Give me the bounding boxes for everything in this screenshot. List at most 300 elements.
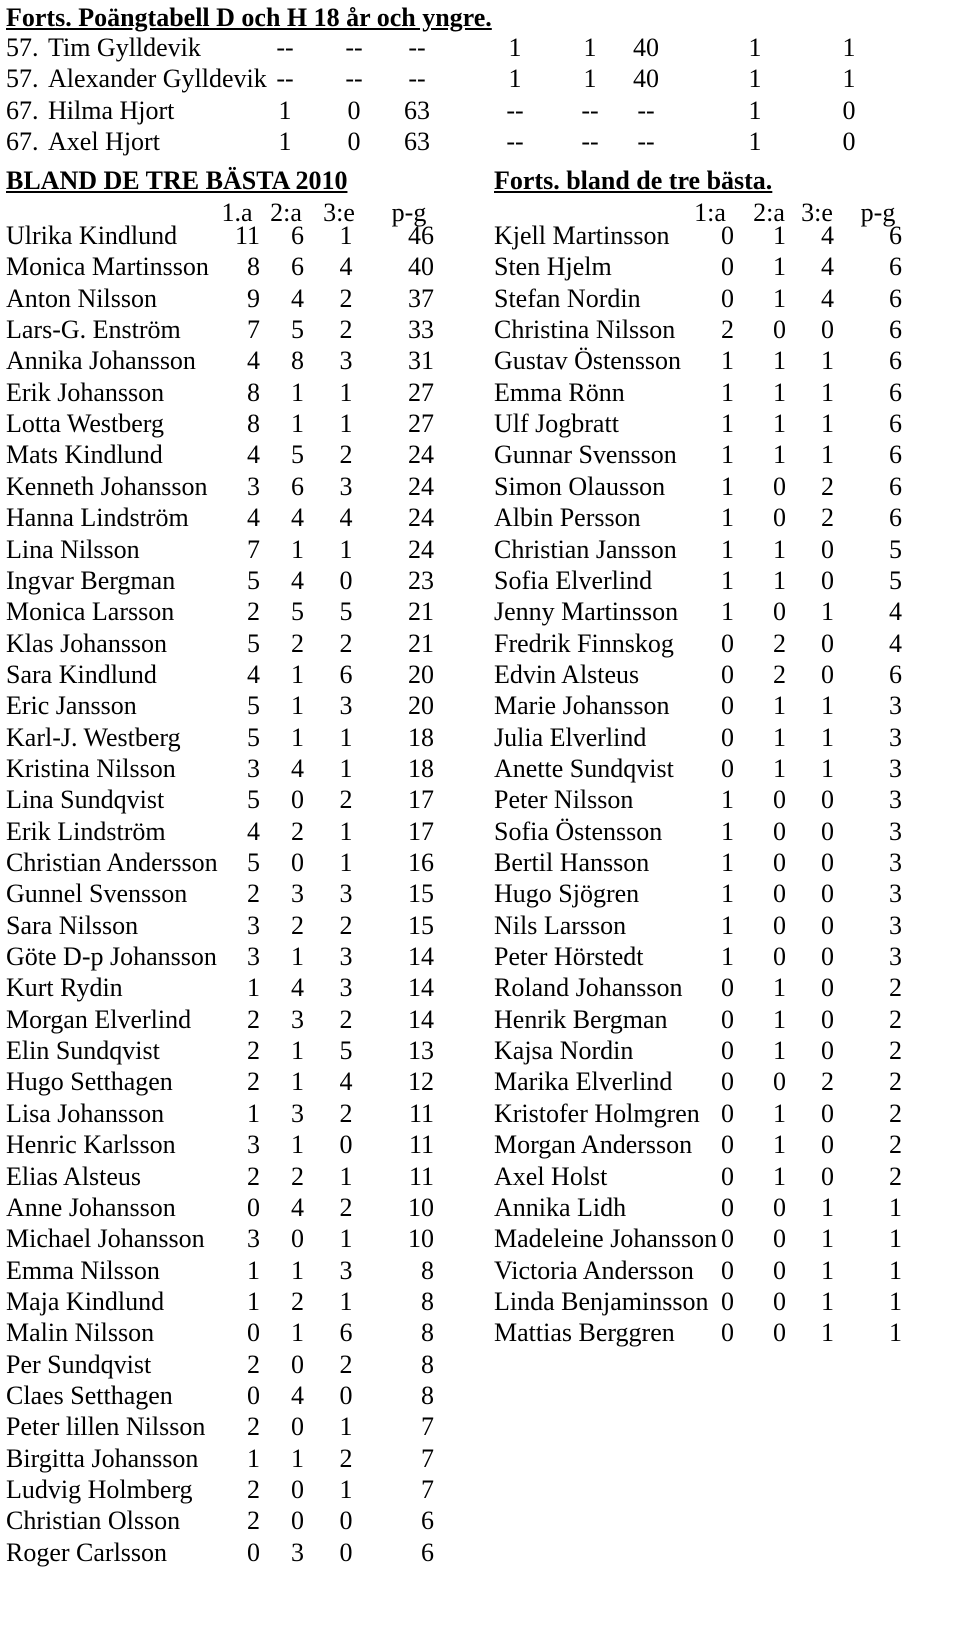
left-player-name: Ulrika Kindlund — [6, 221, 178, 250]
right-score-value: 0 — [821, 973, 834, 1003]
score-row — [0, 941, 960, 973]
right-section-title: Forts. bland de tre bästa. — [494, 166, 773, 195]
score-row — [0, 408, 960, 440]
left-score-value: 2 — [291, 1286, 304, 1316]
left-score-value: 1 — [339, 1161, 353, 1191]
right-score-value: 0 — [721, 1004, 734, 1034]
right-score-value: 2 — [821, 471, 834, 501]
left-score-value: 8 — [247, 409, 260, 439]
score-row — [0, 784, 960, 816]
left-player-name: Per Sundqvist — [6, 1349, 152, 1379]
right-player-name: Julia Elverlind — [494, 722, 647, 752]
right-player-name: Albin Persson — [494, 503, 641, 533]
right-score-value: 1 — [821, 597, 834, 627]
left-score-value: 3 — [339, 879, 353, 909]
left-player-name: Birgitta Johansson — [6, 1443, 199, 1473]
right-score-value: 1 — [889, 1192, 902, 1222]
right-player-name: Annika Lidh — [494, 1192, 627, 1222]
left-score-value: 1 — [339, 753, 353, 783]
left-player-name: Kurt Rydin — [6, 973, 123, 1003]
right-score-value: 0 — [773, 1192, 786, 1222]
right-score-value: 3 — [889, 910, 902, 940]
right-score-value: 2 — [721, 315, 734, 345]
left-score-value: 2 — [339, 283, 353, 313]
right-score-value: 6 — [889, 346, 902, 376]
left-score-value: 24 — [408, 503, 434, 533]
right-score-value: 0 — [721, 973, 734, 1003]
score-row — [0, 910, 960, 942]
left-player-name: Karl-J. Westberg — [6, 722, 181, 752]
left-score-value: 21 — [408, 597, 434, 627]
left-score-value: 4 — [291, 1380, 304, 1410]
score-row — [0, 1004, 960, 1036]
points-value: 40 — [633, 33, 659, 62]
right-score-value: 2 — [889, 1004, 902, 1034]
right-score-value: 2 — [889, 1161, 902, 1191]
right-player-name: Linda Benjaminsson — [494, 1286, 709, 1316]
left-column-header: 1.a — [221, 198, 253, 227]
left-score-value: 1 — [339, 534, 353, 564]
right-score-value: 1 — [721, 503, 734, 533]
right-score-value: 1 — [821, 1255, 834, 1285]
score-row — [0, 1411, 960, 1443]
right-score-value: 4 — [821, 283, 834, 313]
points-value: 1 — [842, 64, 856, 94]
left-score-value: 2 — [339, 628, 353, 658]
right-score-value: 0 — [773, 597, 786, 627]
left-player-name: Emma Nilsson — [6, 1255, 160, 1285]
left-score-value: 5 — [339, 597, 353, 627]
left-player-name: Lina Nilsson — [6, 534, 140, 564]
score-row — [0, 816, 960, 848]
left-score-value: 2 — [291, 1161, 304, 1191]
right-score-value: 1 — [773, 283, 786, 313]
left-score-value: 20 — [408, 691, 434, 721]
score-row — [0, 1192, 960, 1224]
right-score-value: 1 — [821, 753, 834, 783]
left-score-value: 4 — [291, 973, 304, 1003]
right-score-value: 0 — [773, 315, 786, 345]
left-player-name: Hugo Setthagen — [6, 1067, 173, 1097]
score-row — [0, 1380, 960, 1412]
left-score-value: 3 — [291, 879, 304, 909]
right-score-value: 3 — [889, 753, 902, 783]
points-value: -- — [637, 95, 655, 125]
right-score-value: 6 — [889, 315, 902, 345]
right-player-name: Gustav Östensson — [494, 346, 682, 376]
left-score-value: 1 — [339, 1475, 353, 1504]
left-score-value: 1 — [247, 973, 260, 1003]
right-score-value: 1 — [721, 565, 734, 595]
right-column-header: 3:e — [801, 198, 833, 227]
left-score-value: 2 — [247, 1349, 260, 1379]
right-score-value: 6 — [889, 471, 902, 501]
right-player-name: Hugo Sjögren — [494, 879, 640, 909]
right-score-value: 0 — [821, 879, 834, 909]
right-player-name: Gunnar Svensson — [494, 440, 677, 470]
left-column-header: 3:e — [323, 198, 355, 227]
left-score-value: 1 — [247, 1098, 260, 1128]
right-score-value: 1 — [721, 785, 734, 815]
right-player-name: Kjell Martinsson — [494, 221, 670, 250]
left-score-value: 17 — [408, 816, 434, 846]
score-row — [0, 377, 960, 409]
right-score-value: 2 — [773, 628, 786, 658]
points-value: 1 — [278, 95, 292, 125]
left-player-name: Erik Johansson — [6, 377, 165, 407]
left-player-name: Maja Kindlund — [6, 1286, 165, 1316]
right-score-value: 6 — [889, 221, 902, 250]
right-score-value: 0 — [821, 1130, 834, 1160]
points-name: Axel Hjort — [48, 127, 160, 157]
points-name: Alexander Gylldevik — [48, 64, 267, 94]
left-score-value: 1 — [247, 1443, 260, 1473]
right-score-value: 0 — [821, 628, 834, 658]
right-score-value: 0 — [721, 1067, 734, 1097]
right-score-value: 2 — [889, 1130, 902, 1160]
points-value: -- — [506, 95, 524, 125]
left-score-value: 4 — [339, 1067, 353, 1097]
score-row — [0, 1223, 960, 1255]
left-score-value: 8 — [247, 377, 260, 407]
points-value: 1 — [583, 33, 597, 62]
left-score-value: 12 — [408, 1067, 434, 1097]
left-player-name: Hanna Lindström — [6, 503, 189, 533]
score-row — [0, 1317, 960, 1349]
right-score-value: 1 — [721, 910, 734, 940]
right-score-value: 0 — [773, 910, 786, 940]
points-value: -- — [506, 127, 524, 157]
left-player-name: Mats Kindlund — [6, 440, 163, 470]
left-score-value: 1 — [339, 221, 353, 250]
left-score-value: 5 — [291, 440, 304, 470]
left-score-value: 4 — [247, 346, 260, 376]
right-score-value: 0 — [721, 628, 734, 658]
right-score-value: 1 — [773, 973, 786, 1003]
right-score-value: 2 — [821, 503, 834, 533]
left-score-value: 11 — [408, 1161, 434, 1191]
right-score-value: 1 — [773, 753, 786, 783]
left-score-value: 1 — [339, 1224, 353, 1254]
points-value: 0 — [347, 127, 361, 157]
left-score-value: 2 — [291, 910, 304, 940]
left-score-value: 21 — [408, 628, 434, 658]
left-player-name: Göte D-p Johansson — [6, 942, 217, 972]
points-value: 1 — [842, 33, 856, 62]
right-score-value: 1 — [721, 440, 734, 470]
right-score-value: 1 — [821, 1318, 834, 1348]
right-score-value: 0 — [773, 879, 786, 909]
points-value: 1 — [508, 64, 522, 94]
right-score-value: 1 — [821, 440, 834, 470]
score-row — [0, 251, 960, 283]
left-score-value: 31 — [408, 346, 434, 376]
points-row — [0, 32, 960, 64]
points-value: -- — [276, 33, 294, 62]
right-player-name: Bertil Hansson — [494, 848, 650, 877]
right-player-name: Emma Rönn — [494, 377, 625, 407]
left-score-value: 6 — [291, 221, 304, 250]
left-score-value: 11 — [408, 1098, 434, 1128]
score-row — [0, 1349, 960, 1381]
right-score-value: 1 — [821, 722, 834, 752]
left-score-value: 1 — [339, 377, 353, 407]
right-score-value: 3 — [889, 785, 902, 815]
left-score-value: 14 — [408, 1004, 434, 1034]
right-score-value: 0 — [821, 942, 834, 972]
right-score-value: 0 — [721, 1318, 734, 1348]
right-player-name: Victoria Andersson — [494, 1255, 694, 1285]
left-score-value: 11 — [408, 1130, 434, 1160]
left-player-name: Peter lillen Nilsson — [6, 1412, 206, 1442]
right-score-value: 2 — [889, 1036, 902, 1066]
left-score-value: 1 — [339, 1412, 353, 1442]
right-score-value: 3 — [889, 848, 902, 877]
left-player-name: Monica Martinsson — [6, 252, 209, 282]
right-score-value: 0 — [821, 534, 834, 564]
left-score-value: 3 — [247, 1130, 260, 1160]
left-section-title: BLAND DE TRE BÄSTA 2010 — [6, 166, 348, 195]
right-score-value: 4 — [889, 597, 902, 627]
score-row — [0, 1286, 960, 1318]
left-player-name: Kenneth Johansson — [6, 471, 208, 501]
right-score-value: 6 — [889, 440, 902, 470]
score-row — [0, 471, 960, 503]
right-score-value: 4 — [821, 221, 834, 250]
left-score-value: 3 — [247, 471, 260, 501]
left-score-value: 1 — [339, 1286, 353, 1316]
left-player-name: Annika Johansson — [6, 346, 196, 376]
right-player-name: Madeleine Johansson — [494, 1224, 718, 1254]
left-score-value: 0 — [291, 1349, 304, 1379]
left-score-value: 2 — [247, 1161, 260, 1191]
points-value: -- — [581, 95, 599, 125]
right-score-value: 6 — [889, 377, 902, 407]
section-titles-line — [0, 165, 960, 197]
left-score-value: 5 — [291, 597, 304, 627]
right-score-value: 1 — [821, 1192, 834, 1222]
points-row — [0, 63, 960, 95]
right-player-name: Edvin Alsteus — [494, 659, 640, 689]
left-score-value: 2 — [247, 879, 260, 909]
score-row — [0, 345, 960, 377]
left-score-value: 3 — [291, 1004, 304, 1034]
left-player-name: Lars-G. Enström — [6, 315, 181, 345]
left-score-value: 1 — [291, 1067, 304, 1097]
right-score-value: 2 — [889, 1067, 902, 1097]
left-score-value: 4 — [247, 659, 260, 689]
left-score-value: 1 — [291, 942, 304, 972]
right-score-value: 0 — [773, 1255, 786, 1285]
left-score-value: 8 — [421, 1349, 434, 1379]
left-score-value: 2 — [247, 1067, 260, 1097]
right-score-value: 0 — [821, 1098, 834, 1128]
points-value: -- — [581, 127, 599, 157]
left-score-value: 20 — [408, 659, 434, 689]
left-score-value: 8 — [421, 1255, 434, 1285]
right-score-value: 1 — [721, 879, 734, 909]
left-score-value: 4 — [247, 503, 260, 533]
left-score-value: 4 — [291, 1192, 304, 1222]
score-row — [0, 1505, 960, 1537]
left-player-name: Ludvig Holmberg — [6, 1475, 193, 1504]
right-score-value: 1 — [773, 691, 786, 721]
right-score-value: 0 — [721, 1161, 734, 1191]
right-score-value: 1 — [821, 1286, 834, 1316]
right-score-value: 3 — [889, 816, 902, 846]
left-player-name: Christian Olsson — [6, 1506, 181, 1536]
left-score-value: 3 — [339, 973, 353, 1003]
right-score-value: 1 — [721, 346, 734, 376]
left-player-name: Elias Alsteus — [6, 1161, 142, 1191]
points-value: -- — [345, 33, 363, 62]
left-score-value: 1 — [291, 1318, 304, 1348]
right-score-value: 0 — [721, 252, 734, 282]
right-score-value: 3 — [889, 942, 902, 972]
points-value: 63 — [404, 95, 430, 125]
left-score-value: 0 — [339, 1130, 353, 1160]
left-score-value: 2 — [291, 816, 304, 846]
left-score-value: 3 — [247, 942, 260, 972]
points-value: 1 — [583, 64, 597, 94]
points-value: 0 — [347, 95, 361, 125]
right-score-value: 1 — [773, 1161, 786, 1191]
score-row — [0, 972, 960, 1004]
score-row — [0, 1443, 960, 1475]
left-player-name: Christian Andersson — [6, 848, 218, 877]
left-player-name: Gunnel Svensson — [6, 879, 188, 909]
left-score-value: 0 — [291, 1506, 304, 1536]
left-score-value: 1 — [291, 691, 304, 721]
left-player-name: Kristina Nilsson — [6, 753, 176, 783]
right-score-value: 6 — [889, 252, 902, 282]
right-score-value: 1 — [889, 1318, 902, 1348]
left-score-value: 4 — [339, 252, 353, 282]
score-row — [0, 1035, 960, 1067]
left-score-value: 14 — [408, 942, 434, 972]
right-column-header: p-g — [860, 198, 896, 227]
points-value: 40 — [633, 64, 659, 94]
left-score-value: 24 — [408, 471, 434, 501]
right-score-value: 0 — [721, 722, 734, 752]
left-player-name: Henric Karlsson — [6, 1130, 176, 1160]
right-score-value: 6 — [889, 409, 902, 439]
left-score-value: 2 — [247, 1412, 260, 1442]
left-score-value: 4 — [247, 440, 260, 470]
left-score-value: 15 — [408, 910, 434, 940]
left-score-value: 4 — [247, 816, 260, 846]
left-score-value: 0 — [339, 1537, 353, 1567]
left-score-value: 24 — [408, 440, 434, 470]
score-row — [0, 439, 960, 471]
left-score-value: 0 — [247, 1318, 260, 1348]
left-score-value: 2 — [339, 1443, 353, 1473]
right-score-value: 0 — [821, 659, 834, 689]
right-score-value: 1 — [721, 942, 734, 972]
score-row — [0, 565, 960, 597]
right-player-name: Axel Holst — [494, 1161, 608, 1191]
score-row — [0, 753, 960, 785]
left-score-value: 2 — [339, 785, 353, 815]
right-score-value: 0 — [721, 1255, 734, 1285]
left-player-name: Lotta Westberg — [6, 409, 164, 439]
left-score-value: 3 — [339, 346, 353, 376]
right-score-value: 0 — [721, 1192, 734, 1222]
right-player-name: Nils Larsson — [494, 910, 627, 940]
right-score-value: 1 — [773, 409, 786, 439]
left-score-value: 3 — [339, 1255, 353, 1285]
left-score-value: 0 — [247, 1380, 260, 1410]
left-score-value: 0 — [291, 1475, 304, 1504]
right-player-name: Sofia Östensson — [494, 816, 663, 846]
score-row — [0, 1066, 960, 1098]
right-player-name: Simon Olausson — [494, 471, 666, 501]
left-score-value: 2 — [247, 1036, 260, 1066]
right-player-name: Anette Sundqvist — [494, 753, 674, 783]
points-value: 1 — [508, 33, 522, 62]
left-score-value: 1 — [291, 1255, 304, 1285]
score-row — [0, 220, 960, 252]
right-score-value: 1 — [889, 1286, 902, 1316]
left-score-value: 3 — [247, 910, 260, 940]
left-score-value: 2 — [339, 1349, 353, 1379]
left-player-name: Erik Lindström — [6, 816, 166, 846]
left-score-value: 7 — [247, 315, 260, 345]
left-score-value: 37 — [408, 283, 434, 313]
score-row — [0, 314, 960, 346]
left-score-value: 7 — [421, 1475, 434, 1504]
right-score-value: 1 — [721, 377, 734, 407]
right-score-value: 0 — [721, 221, 734, 250]
left-player-name: Sara Nilsson — [6, 910, 139, 940]
right-score-value: 2 — [889, 973, 902, 1003]
score-row — [0, 690, 960, 722]
left-score-value: 3 — [291, 1098, 304, 1128]
left-score-value: 2 — [339, 1192, 353, 1222]
right-player-name: Jenny Martinsson — [494, 597, 679, 627]
left-score-value: 1 — [339, 409, 353, 439]
right-score-value: 1 — [889, 1224, 902, 1254]
right-player-name: Kristofer Holmgren — [494, 1098, 700, 1128]
right-player-name: Christian Jansson — [494, 534, 677, 564]
left-player-name: Anne Johansson — [6, 1192, 176, 1222]
score-row — [0, 659, 960, 691]
score-row — [0, 502, 960, 534]
right-score-value: 0 — [721, 1224, 734, 1254]
left-score-value: 23 — [408, 565, 434, 595]
right-score-value: 0 — [773, 1318, 786, 1348]
right-score-value: 5 — [889, 534, 902, 564]
left-score-value: 4 — [291, 565, 304, 595]
right-score-value: 0 — [773, 785, 786, 815]
right-score-value: 0 — [721, 1098, 734, 1128]
right-score-value: 1 — [821, 377, 834, 407]
left-score-value: 2 — [247, 1004, 260, 1034]
right-player-name: Peter Nilsson — [494, 785, 634, 815]
right-score-value: 1 — [721, 471, 734, 501]
right-score-value: 1 — [773, 722, 786, 752]
right-score-value: 2 — [773, 659, 786, 689]
left-player-name: Morgan Elverlind — [6, 1004, 192, 1034]
right-player-name: Peter Hörstedt — [494, 942, 644, 972]
right-score-value: 0 — [821, 315, 834, 345]
right-score-value: 2 — [889, 1098, 902, 1128]
score-row — [0, 878, 960, 910]
left-score-value: 6 — [291, 471, 304, 501]
left-score-value: 2 — [247, 597, 260, 627]
left-score-value: 4 — [339, 503, 353, 533]
right-score-value: 1 — [773, 346, 786, 376]
